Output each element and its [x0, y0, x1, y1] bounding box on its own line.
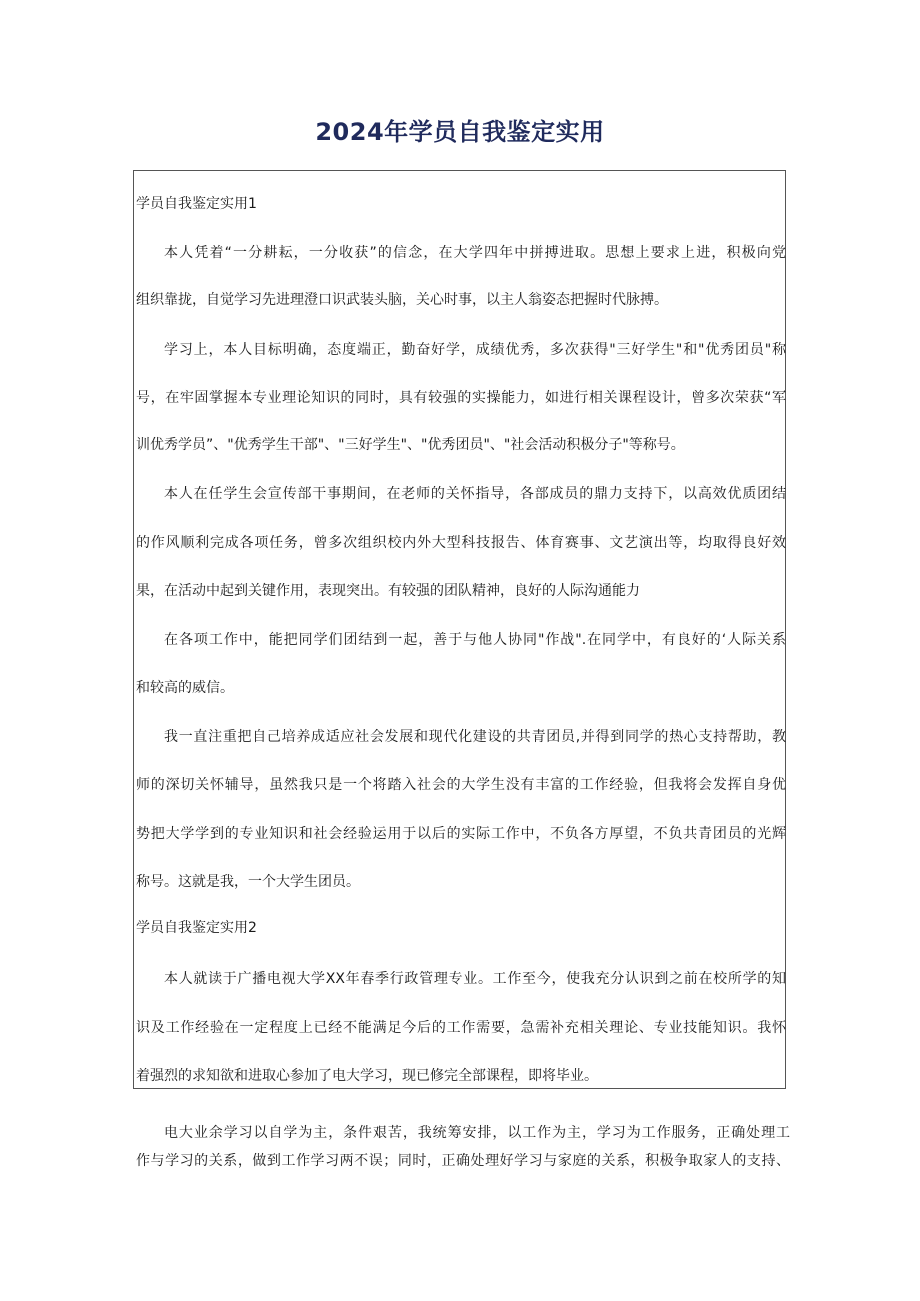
- paragraph-line: 称号。这就是我，一个大学生团员。: [136, 874, 360, 890]
- paragraph-line: 和较高的威信。: [136, 680, 234, 696]
- paragraph-line: 训优秀学员”、"优秀学生干部"、"三好学生"、"优秀团员"、"社会活动积极分子"等称号。: [136, 437, 685, 453]
- paragraph-line: 组织靠拢，自觉学习先进理澄口识武装头脑，关心时事，以主人翁姿态把握时代脉搏。: [136, 292, 668, 308]
- paragraph-line: 着强烈的求知欲和进取心参加了电大学习，现已修完全部课程，即将毕业。: [136, 1068, 598, 1084]
- paragraph-line: 电大业余学习以自学为主，条件艰苦，我统筹安排，以工作为主，学习为工作服务，正确处理工: [164, 1125, 790, 1141]
- section-heading-2: 学员自我鉴定实用2: [136, 920, 257, 936]
- paragraph-line: 师的深切关怀辅导，虽然我只是一个将踏入社会的大学生没有丰富的工作经验，但我将会发挥自身优: [136, 777, 786, 793]
- paragraph-line: 学习上，本人目标明确，态度端正，勤奋好学，成绩优秀，多次获得"三好学生"和"优秀团员"称: [164, 342, 786, 358]
- paragraph-line: 果，在活动中起到关键作用，表现突出。有较强的团队精神，良好的人际沟通能力: [136, 583, 640, 599]
- paragraph-line: 本人在任学生会宣传部干事期间，在老师的关怀指导，各部成员的鼎力支持下，以高效优质团结: [164, 486, 786, 502]
- paragraph-line: 在各项工作中，能把同学们团结到一起，善于与他人协同"作战".在同学中，有良好的‘人际关系: [164, 632, 786, 648]
- paragraph-line: 本人凭着“一分耕耘，一分收获”的信念，在大学四年中拼搏进取。思想上要求上进，积极向党: [164, 245, 786, 261]
- paragraph-line: 势把大学学到的专业知识和社会经验运用于以后的实际工作中，不负各方厚望，不负共青团员的光辉: [136, 826, 786, 842]
- document-title: 2024年学员自我鉴定实用: [315, 118, 605, 146]
- paragraph-line: 本人就读于广播电视大学XX年春季行政管理专业。工作至今，使我充分认识到之前在校所学的知: [164, 971, 786, 987]
- paragraph-line: 识及工作经验在一定程度上已经不能满足今后的工作需要，急需补充相关理论、专业技能知识。我怀: [136, 1020, 786, 1036]
- section-heading-1: 学员自我鉴定实用1: [136, 196, 257, 212]
- paragraph-line: 我一直注重把自己培养成适应社会发展和现代化建设的共青团员,并得到同学的热心支持帮助，教: [164, 729, 786, 745]
- paragraph-line: 作与学习的关系，做到工作学习两不误；同时，正确处理好学习与家庭的关系，积极争取家人的支持、: [136, 1153, 790, 1169]
- paragraph-line: 号，在牢固掌握本专业理论知识的同时，具有较强的实操能力，如进行相关课程设计，曾多次荣获“军: [136, 390, 786, 406]
- paragraph-line: 的作风顺利完成各项任务，曾多次组织校内外大型科技报告、体育赛事、文艺演出等，均取得良好效: [136, 535, 786, 551]
